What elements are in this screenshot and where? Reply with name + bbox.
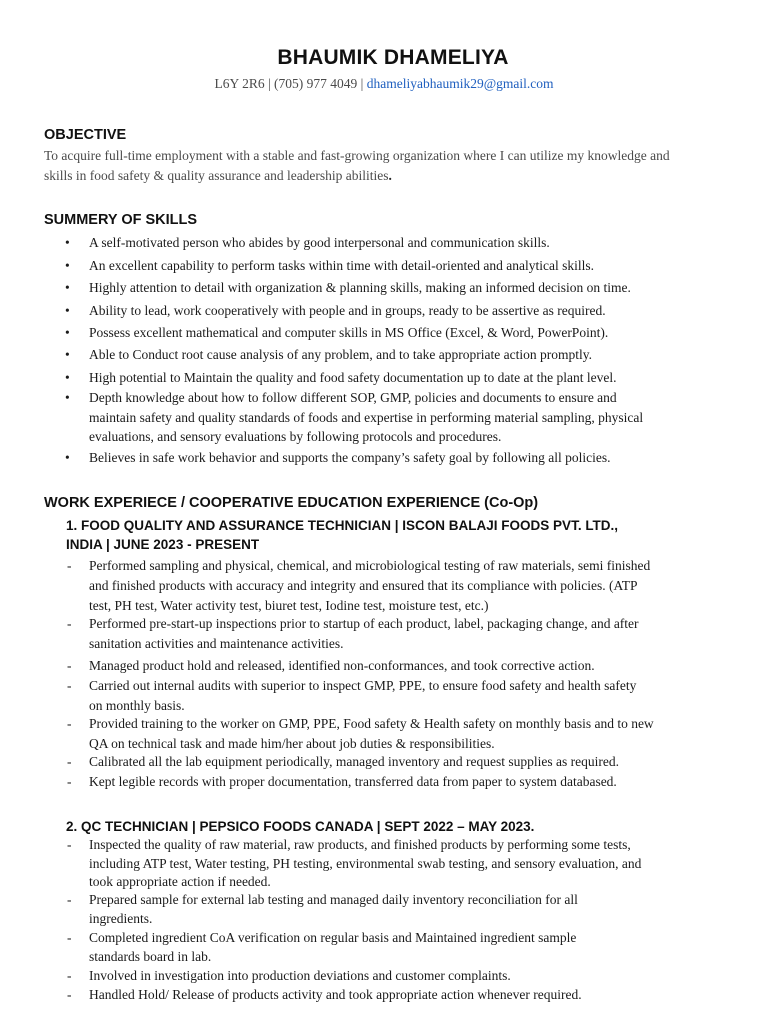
objective-heading: OBJECTIVE <box>44 127 127 143</box>
text-line: Believes in safe work behavior and supports the company’s safety goal by following all policies. <box>89 450 611 465</box>
objective-line-2: skills in food safety & quality assurance and leadership abilities. <box>44 168 392 183</box>
list-marker: • <box>65 303 70 318</box>
list-marker: • <box>65 280 70 295</box>
job-2-duty-item-text <box>89 966 715 985</box>
job-1-title <box>66 516 618 554</box>
text-line: Kept legible records with proper documentation, transferred data from paper to system databased. <box>89 774 617 789</box>
text-line: standards board in lab. <box>89 948 212 964</box>
job-1-title-line-1: 1. FOOD QUALITY AND ASSURANCE TECHNICIAN | ISCON BALAJI FOODS PVT. LTD., <box>66 518 619 533</box>
list-marker: - <box>67 968 72 983</box>
list-marker: • <box>65 325 70 340</box>
list-marker: - <box>67 837 72 852</box>
text-line: An excellent capability to perform tasks within time with detail-oriented and analytical skills. <box>89 258 594 273</box>
skill-item-text <box>89 278 719 298</box>
job-1-duty-item-text <box>89 556 715 616</box>
text-line: Performed sampling and physical, chemical, and microbiological testing of raw materials, semi finished <box>89 558 651 573</box>
list-marker: - <box>67 658 72 673</box>
list-marker: - <box>67 987 72 1002</box>
job-1-duty-item-text <box>89 772 715 792</box>
text-line: Calibrated all the lab equipment periodically, managed inventory and request supplies as required. <box>89 754 619 769</box>
text-line: Managed product hold and released, identified non-conformances, and took corrective action. <box>89 658 595 673</box>
text-line: Ability to lead, work cooperatively with people and in groups, ready to be assertive as required. <box>89 303 606 318</box>
job-1-duty-item-text <box>89 614 715 654</box>
work-heading: WORK EXPERIECE / COOPERATIVE EDUCATION EXPERIENCE (Co-Op) <box>44 495 539 511</box>
skill-item-text <box>89 448 719 468</box>
objective-line-1: To acquire full-time employment with a stable and fast-growing organization where I can utilize my knowledge and <box>44 148 670 163</box>
list-marker: - <box>67 754 72 769</box>
job-2-title <box>66 817 534 836</box>
list-marker: • <box>65 390 70 405</box>
list-marker: • <box>65 235 70 250</box>
text-line: QA on technical task and made him/her about job duties & responsibilities. <box>89 736 495 751</box>
text-line: A self-motivated person who abides by good interpersonal and communication skills. <box>89 235 550 250</box>
text-line: sanitation activities and maintenance activities. <box>89 636 344 651</box>
job-1-title-line-2: INDIA | JUNE 2023 - PRESENT <box>66 537 260 552</box>
list-marker: - <box>67 892 72 907</box>
list-marker: - <box>67 930 72 945</box>
list-marker: - <box>67 616 72 631</box>
skill-item-text <box>89 388 719 447</box>
text-line: and finished products with accuracy and integrity and ensured that its compliance with policies. (ATP <box>89 578 638 593</box>
job-2-title-line-1: 2. QC TECHNICIAN | PEPSICO FOODS CANADA | SEPT 2022 – MAY 2023. <box>66 819 535 834</box>
skills-heading: SUMMERY OF SKILLS <box>44 212 198 228</box>
text-line: Carried out internal audits with superior to inspect GMP, PPE, to ensure food safety and health safety <box>89 678 637 693</box>
skill-item-text <box>89 301 719 321</box>
list-marker: • <box>65 347 70 362</box>
job-2-duty-item-text <box>89 891 715 928</box>
skill-item-text <box>89 345 719 365</box>
text-line: ingredients. <box>89 910 153 926</box>
job-1-duty-item-text <box>89 676 715 715</box>
skill-item-text <box>89 256 719 276</box>
list-marker: - <box>67 774 72 789</box>
text-line: Performed pre-start-up inspections prior to startup of each product, label, packaging change, and after <box>89 616 639 631</box>
list-marker: • <box>65 370 70 385</box>
email-link[interactable]: dhameliyabhaumik29@gmail.com <box>366 76 554 91</box>
text-line: evaluations, and sensory evaluations by following protocols and procedures. <box>89 429 502 444</box>
text-line: Depth knowledge about how to follow different SOP, GMP, policies and documents to ensure and <box>89 390 617 405</box>
text-line: Inspected the quality of raw material, raw products, and finished products by performing some tests, <box>89 837 631 852</box>
job-1-duty-item-text <box>89 656 715 676</box>
list-marker: - <box>67 716 72 731</box>
text-line: Prepared sample for external lab testing and managed daily inventory reconciliation for all <box>89 892 578 907</box>
text-line: including ATP test, Water testing, PH testing, environmental swab testing, and sensory evaluation, and <box>89 855 642 871</box>
text-line: Highly attention to detail with organization & planning skills, making an informed decision on time. <box>89 280 631 295</box>
text-line: Handled Hold/ Release of products activity and took appropriate action whenever required. <box>89 987 582 1002</box>
skill-item-text <box>89 323 719 343</box>
text-line: took appropriate action if needed. <box>89 874 271 889</box>
job-2-duty-item-text <box>89 985 715 1004</box>
job-1-duty-item-text <box>89 714 715 754</box>
list-marker: • <box>65 450 70 465</box>
text-line: Provided training to the worker on GMP, PPE, Food safety & Health safety on monthly basis and to new <box>89 716 654 731</box>
skill-item-text <box>89 368 719 388</box>
skill-item-text <box>89 233 719 253</box>
text-line: maintain safety and quality standards of foods and expertise in performing material sampling, physical <box>89 409 644 425</box>
text-line: on monthly basis. <box>89 697 185 713</box>
job-2-duty-item-text <box>89 836 715 892</box>
text-line: Able to Conduct root cause analysis of any problem, and to take appropriate action promptly. <box>89 347 592 362</box>
job-1-duty-item-text <box>89 752 715 772</box>
list-marker: - <box>67 678 72 693</box>
text-line: test, PH test, Water activity test, biuret test, Iodine test, moisture test, etc.) <box>89 598 489 613</box>
text-line: High potential to Maintain the quality and food safety documentation up to date at the plant level. <box>89 370 617 385</box>
list-marker: - <box>67 558 72 573</box>
text-line: Completed ingredient CoA verification on regular basis and Maintained ingredient sample <box>89 930 577 945</box>
contact-line <box>0 76 768 92</box>
text-line: Possess excellent mathematical and computer skills in MS Office (Excel, & Word, PowerPoint). <box>89 325 609 340</box>
text-line: Involved in investigation into production deviations and customer complaints. <box>89 968 511 983</box>
list-marker: • <box>65 258 70 273</box>
job-2-duty-item-text <box>89 929 715 966</box>
candidate-name: BHAUMIK DHAMELIYA <box>277 46 509 69</box>
objective-text <box>44 146 734 186</box>
contact-details: L6Y 2R6 | (705) 977 4049 | <box>214 76 367 91</box>
